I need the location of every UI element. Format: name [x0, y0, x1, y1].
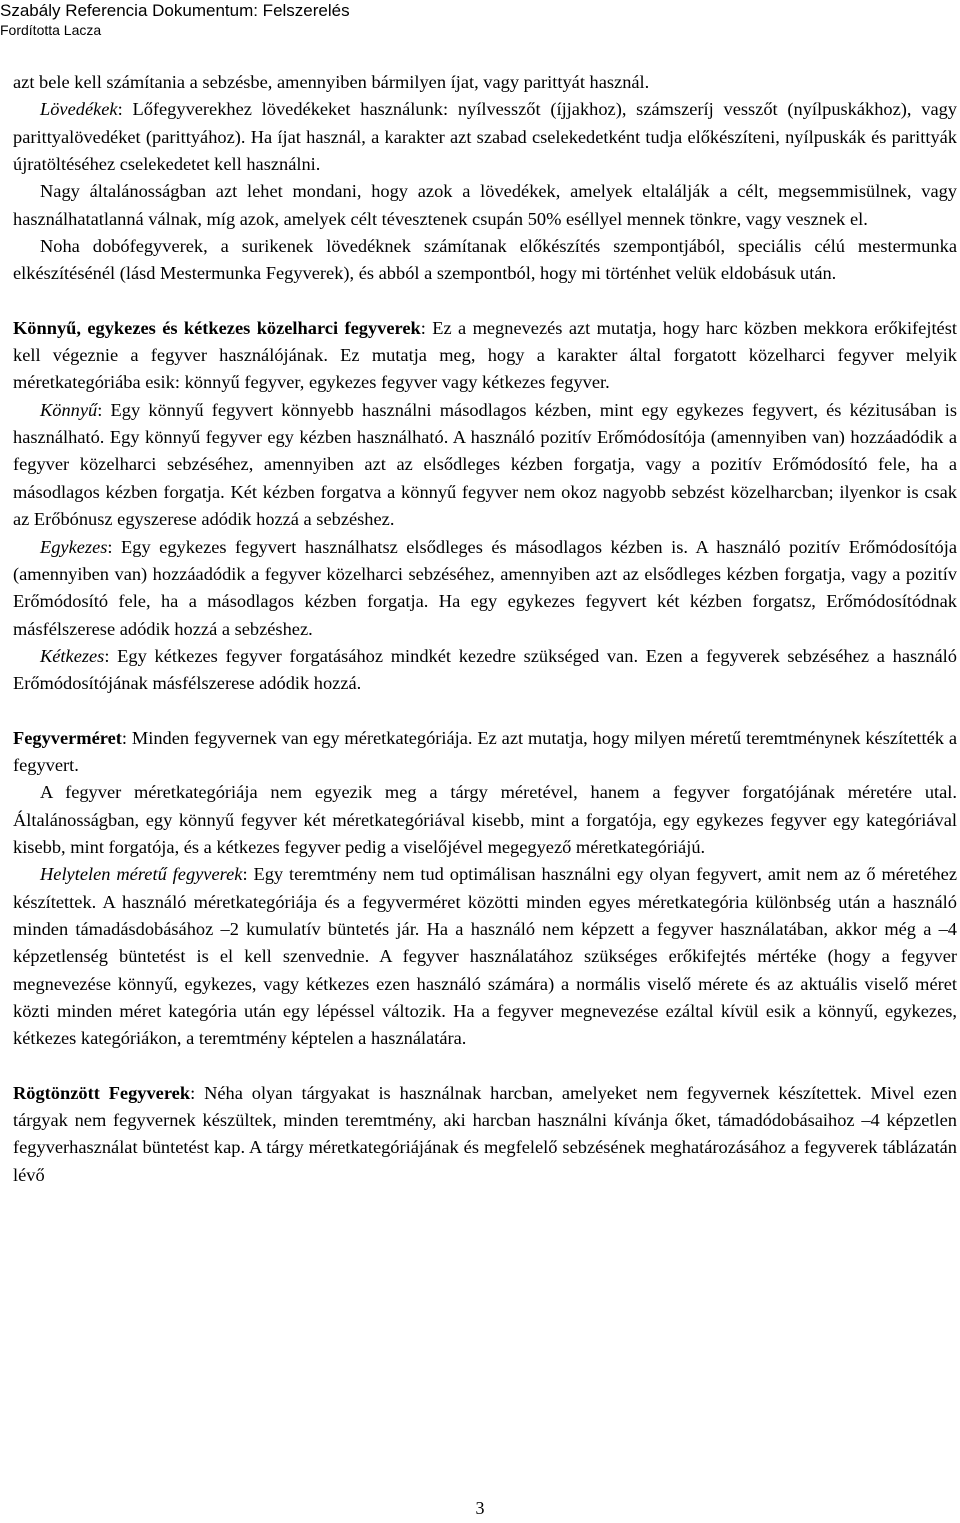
paragraph: Lövedékek: Lőfegyverekhez lövedékeket használunk: nyílvesszőt (íjjakhoz), számszeríj vesszőt (nyílpuskákhoz), vagy parittyalövedéket (parittyához). Ha íjat használ, a karakter azt szabad cselekedetként tudja előkészíteni, nyílpuskák és parittyák újratöltéséhez cselekedetet kell használni.: [13, 99, 957, 175]
section-paragraph: Könnyű, egykezes és kétkezes közelharci fegyverek: Ez a megnevezés azt mutatja, hogy harc közben mekkora erőkifejtést kell végeznie a fegyver használójának. Ez mutatja meg, hogy a karakter által forgatott közelharci fegyver melyik méretkategóriába esik: könnyű fegyver, egykezes fegyver vagy kétkezes fegyver.: [13, 317, 957, 393]
paragraph: Egykezes: Egy egykezes fegyvert használhatsz elsődleges és másodlagos kézben is. A használó pozitív Erőmódosítója (amennyiben van) hozzáadódik a fegyver közelharci sebzéséhez, amennyiben azt az elsődleges kézben forgatja, vagy a pozitív Erőmódosító fele, ha a másodlagos kézben forgatja. Ha egy egykezes fegyvert két kézben forgatsz, Erőmódosítódnak másfélszerese adódik hozzá a sebzéshez.: [13, 536, 957, 639]
section-gap: [13, 288, 957, 315]
translator-credit: Fordította Lacza: [0, 22, 102, 38]
section-paragraph: Rögtönzött Fegyverek: Néha olyan tárgyakat is használnak harcban, amelyeket nem fegyvernek készítettek. Mivel ezen tárgyak nem fegyvernek készültek, minden teremtmény, aki harcban használni kívánja őket, támadódobásaihoz –4 képzetlen fegyverhasználat büntetést kap. A tárgy méretkategóriájának és megfelelő sebzésének meghatározásához a fegyverek táblázatán lévő: [13, 1082, 957, 1185]
document-title: Szabály Referencia Dokumentum: Felszerelés: [0, 1, 350, 20]
section-gap: [13, 1053, 957, 1080]
paragraph: Helytelen méretű fegyverek: Egy teremtmény nem tud optimálisan használni egy olyan fegyvert, amit nem az ő méretéhez készítettek. A használó méretkategóriája és a fegyverméret közötti minden egyes méretkategória különbség után a használó minden támadásdobásához –2 kumulatív büntetés jár. Ha a használó nem képzett a fegyver használatában, akkor még a –4 képzetlenség büntetést is el kell szenvednie. A fegyver használatához szükséges erőkifejtés mértéke (hogy a fegyver megnevezése könnyű, egykezes, vagy kétkezes ezen használó számára) a normális viselő mérete és az aktuális viselő méret közti minden méret kategória után egy lépéssel változik. Ha a fegyver megnevezése ezáltal kívül esik a könnyű, egykezes, kétkezes kategóriákon, a teremtmény képtelen a használatára.: [13, 864, 957, 1049]
term-italic: Helytelen méretű fegyverek: [40, 864, 243, 885]
paragraph: Noha dobófegyverek, a surikenek lövedéknek számítanak előkészítés szempontjából, speciális célú mestermunka elkészítésénél (lásd Mestermunka Fegyverek), és abból a szempontból, hogy mi történhet velük eldobásuk után.: [13, 236, 957, 284]
paragraph: Kétkezes: Egy kétkezes fegyver forgatásához mindkét kezedre szükséged van. Ezen a fegyverek sebzéséhez a használó Erőmódosítójának másfélszerese adódik hozzá.: [13, 645, 957, 694]
document-body: [13, 69, 957, 1189]
term-italic: Könnyű: [40, 399, 98, 420]
paragraph: azt bele kell számítania a sebzésbe, amennyiben bármilyen íjat, vagy parittyát használ.: [13, 72, 650, 92]
paragraph: A fegyver méretkategóriája nem egyezik meg a tárgy méretével, hanem a fegyver forgatójának méretére utal. Általánosságban, egy könnyű fegyver két méretkategóriával kisebb, mint a forgatója, egy egykezes fegyver egy kategóriával kisebb, mint forgatója, és a kétkezes fegyver pedig a viselőjével megegyező méretkategóriájú.: [13, 782, 957, 857]
page-number: 3: [475, 1498, 485, 1518]
section-paragraph: Fegyverméret: Minden fegyvernek van egy méretkategóriája. Ez azt mutatja, hogy milyen méretű teremtménynek készítették a fegyvert.: [13, 727, 957, 775]
page-header: [0, 0, 960, 43]
term-italic: Lövedékek: [40, 99, 118, 120]
term-italic: Kétkezes: [40, 645, 105, 666]
paragraph: Könnyű: Egy könnyű fegyvert könnyebb használni másodlagos kézben, mint egy egykezes fegyvert, és kézitusában is használható. Egy könnyű fegyver egy kézben használható. A használó pozitív Erőmódosítója (amennyiben van) hozzáadódik a fegyver közelharci sebzéséhez, amennyiben azt az elsődleges kézben forgatja, vagy a pozitív Erőmódosító fele, ha a másodlagos kézben forgatja. Két kézben forgatva a könnyű fegyver nem okoz nagyobb sebzést közelharcban; ilyenkor is csak az Erőbónusz egyszerese adódik hozzá a sebzéshez.: [13, 399, 957, 530]
section-heading: Könnyű, egykezes és kétkezes közelharci fegyverek: [13, 317, 421, 338]
paragraph: Nagy általánosságban azt lehet mondani, hogy azok a lövedékek, amelyek eltalálják a célt, megsemmisülnek, vagy használhatatlanná válnak, míg azok, amelyek célt tévesztenek csupán 50% eséllyel mennek tönkre, vagy vesznek el.: [13, 181, 957, 229]
section-heading: Rögtönzött Fegyverek: [13, 1082, 191, 1103]
section-gap: [13, 698, 957, 725]
term-italic: Egykezes: [40, 536, 108, 557]
section-heading: Fegyverméret: [13, 727, 122, 748]
